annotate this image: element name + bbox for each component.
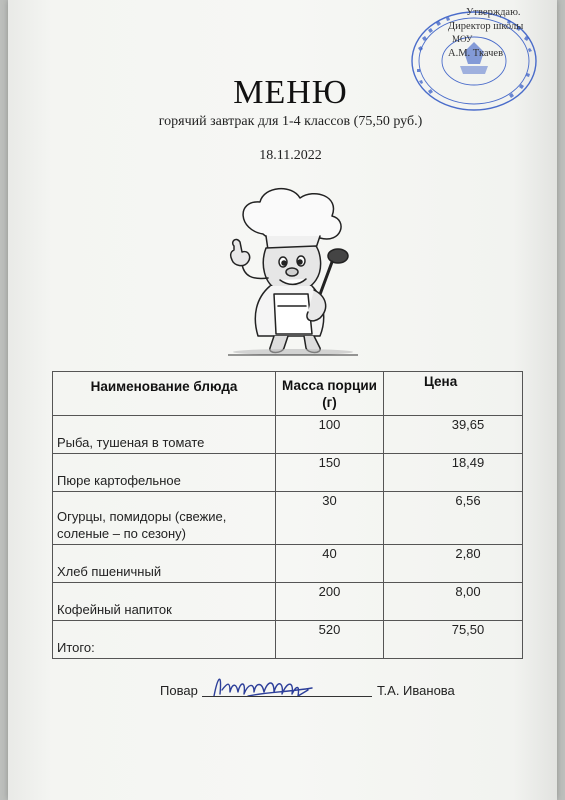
dish-price: 6,56 (384, 492, 523, 545)
table-row (53, 416, 523, 454)
table-row (53, 492, 523, 545)
table-row (53, 454, 523, 492)
header-portion-mass: Масса порции (г) (276, 372, 384, 416)
signature-role: Повар (160, 683, 198, 698)
table-header-row (53, 372, 523, 416)
approval-line-2: Директор школы (448, 20, 524, 32)
signature-name: Т.А. Иванова (377, 683, 455, 698)
table-total-row (53, 621, 523, 659)
dish-mass: 150 (276, 454, 384, 492)
chef-illustration (208, 186, 378, 356)
page-title: МЕНЮ (233, 74, 348, 111)
dish-price: 2,80 (384, 545, 523, 583)
table-row (53, 583, 523, 621)
header-dish-name: Наименование блюда (53, 372, 276, 416)
approval-line-1: Утверждаю. (466, 7, 521, 18)
dish-name: Огурцы, помидоры (свежие, соленые – по сезону) (53, 492, 276, 545)
dish-price: 8,00 (384, 583, 523, 621)
approval-block (446, 6, 565, 60)
table-row (53, 545, 523, 583)
dish-price: 39,65 (384, 416, 523, 454)
dish-mass: 200 (276, 583, 384, 621)
header-price: Цена (384, 372, 523, 416)
dish-mass: 30 (276, 492, 384, 545)
total-price: 75,50 (384, 621, 523, 659)
menu-page (8, 0, 557, 800)
dish-name: Хлеб пшеничный (53, 545, 276, 583)
dish-mass: 40 (276, 545, 384, 583)
approval-line-4: А.М. Ткачев (448, 47, 504, 59)
approval-line-3: МОУ (452, 34, 473, 44)
signature-underline (202, 696, 372, 697)
dish-name: Рыба, тушеная в томате (53, 416, 276, 454)
page-subtitle: горячий завтрак для 1-4 классов (75,50 руб.) (158, 114, 423, 129)
dish-mass: 100 (276, 416, 384, 454)
dish-name: Пюре картофельное (53, 454, 276, 492)
total-label: Итого: (53, 621, 276, 659)
dish-price: 18,49 (384, 454, 523, 492)
total-mass: 520 (276, 621, 384, 659)
menu-table (52, 371, 523, 659)
dish-name: Кофейный напиток (53, 583, 276, 621)
signature-line (160, 683, 455, 698)
menu-date: 18.11.2022 (259, 148, 322, 163)
